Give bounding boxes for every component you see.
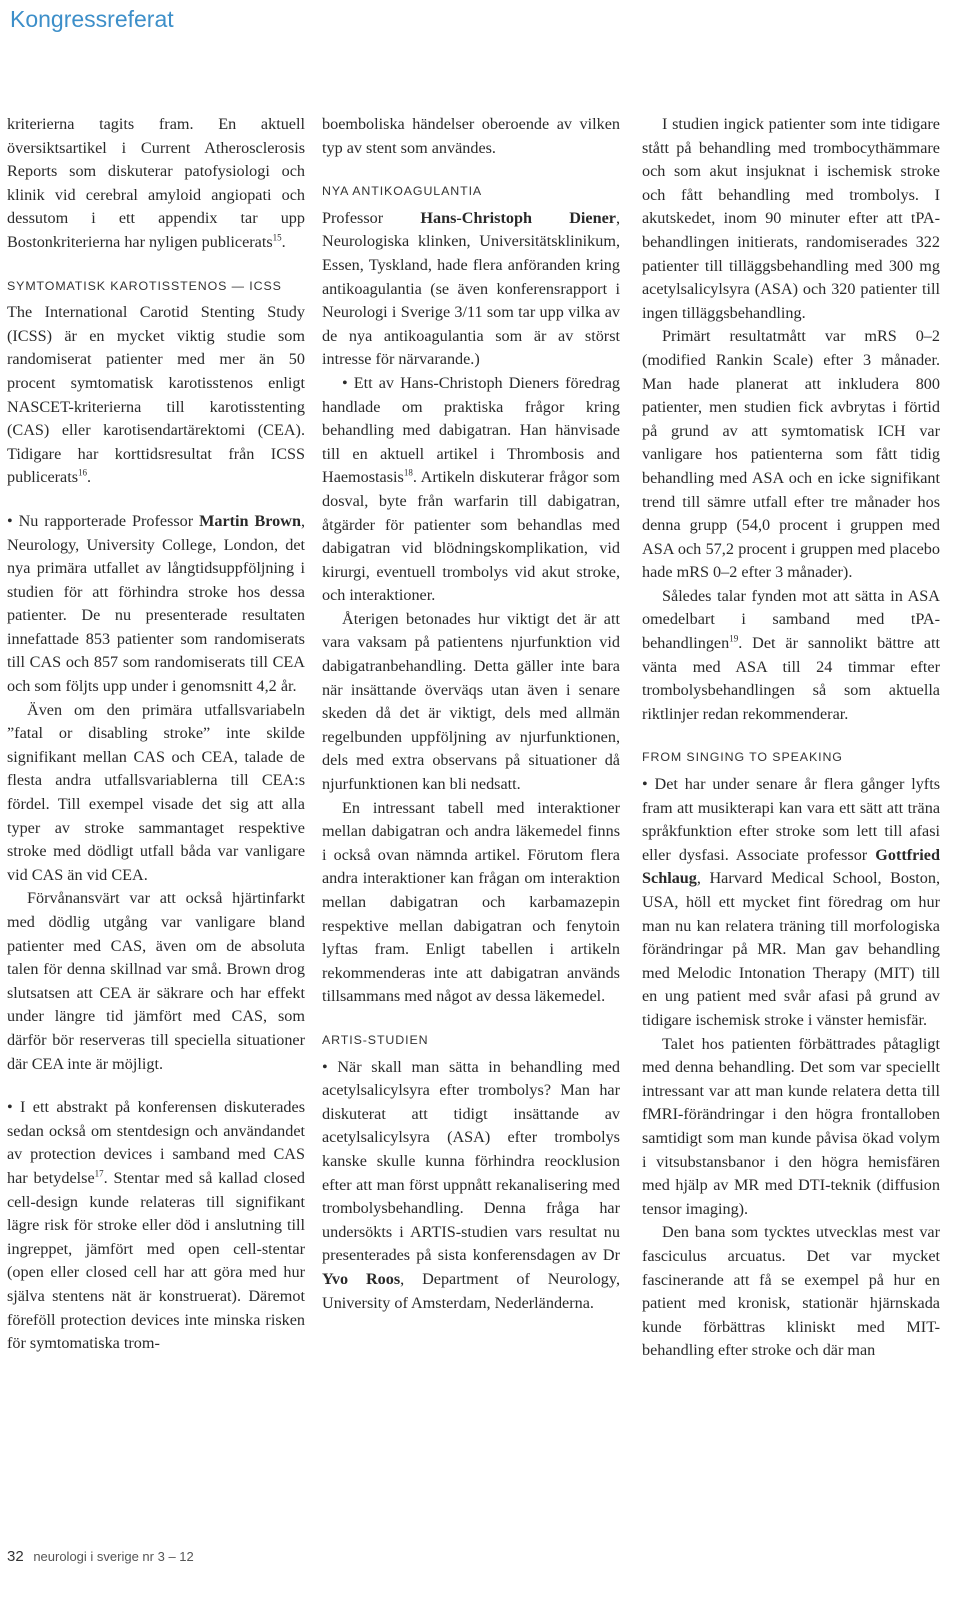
paragraph: kriterierna tagits fram. En aktuell översiktsartikel i Current Atherosclerosis Reports som diskuterar patofysiologi och klinik vid cerebral amyloid angiopati och dessutom i ett appendix tar upp Bostonkriterierna har nyligen publicerats$^{15}$. (7, 115, 305, 251)
paragraph: Den bana som tycktes utvecklas mest var fasciculus arcuatus. Det var mycket fascinerande att få se exempel på hur en patient med kronisk, stationär hjärnskada kunde förbättras kliniskt med MIT-behandling efter stroke och där man (642, 1223, 940, 1360)
reference-mark: 16 (78, 467, 88, 478)
page-footer (7, 1548, 194, 1565)
page-number: 32 (7, 1548, 24, 1565)
paragraph: Förvånansvärt var att också hjärtinfarkt med dödlig utgång var vanligare bland patienter med CAS, även om de absoluta talen för denna skillnad var små. Brown drog slutsatsen att CEA är säkrare och har effekt under längre tid jämfört med CAS, som därför bör reserveras till speciella situationer där CEA inte är möjligt. (7, 889, 305, 1073)
person-name: Martin Brown (199, 511, 301, 530)
person-name: Yvo Roos (322, 1269, 401, 1288)
paragraph: I studien ingick patienter som inte tidigare stått på behandling med trombocythämmare och som akut insjuknat i ischemisk stroke och fått behandling med trombolys. I akutskedet, inom 90 minuter efter att tPA-behandlingen initierats, randomiserades 322 patienter till tilläggsbehandling med 300 mg acetylsalicylsyra (ASA) och 320 patienter till ingen tilläggsbehandling. (642, 115, 940, 322)
publication-name: neurologi i sverige nr 3 – 12 (33, 1549, 194, 1564)
section-heading: ARTIS-STUDIEN (322, 1032, 429, 1047)
paragraph: • I ett abstrakt på konferensen diskuterades sedan också om stentdesign och användandet av protection devices i samband med CAS har betydelse$^{17}$. Stentar med så kallad closed cell-design kunde relateras till signifikant lägre risk för stroke eller död i anslutning till ingreppet, jämfört med open cell-stentar (open eller closed cell har att göra med hur själva stentens nät är konstruerat). Däremot föreföll protection devices inte minska risken för symtomatiska trom- (7, 1098, 305, 1353)
column-1 (7, 113, 305, 1356)
paragraph: boemboliska händelser oberoende av vilken typ av stent som användes. (322, 115, 620, 157)
section-label: Kongressreferat (10, 6, 174, 32)
column-2 (322, 113, 620, 1315)
paragraph: Primärt resultatmått var mRS 0–2 (modified Rankin Scale) efter 3 månader. Man hade planerat att inkludera 800 patienter, men studien fick avbrytas i förtid på grund av att symtomatisk ICH var vanligare hos patienterna som fått tidig behandling med ASA och en icke signifikant trend till sämre utfall efter tre månader hos denna grupp (54,0 procent i gruppen med ASA och 57,2 procent i gruppen med placebo hade mRS 0–2 efter 3 månader). (642, 327, 940, 582)
reference-mark: 17 (94, 1168, 104, 1179)
paragraph: Återigen betonades hur viktigt det är att vara vaksam på patientens njurfunktion vid dabigatranbehandling. Detta gäller inte bara när insättande överväqs utan även i senare skeden då det är viktigt, dels med allmän regelbunden uppföljning av njurfunktionen, dels med extra observans på situationer då njurfunktionen kan bli nedsatt. (322, 609, 620, 794)
paragraph: The International Carotid Stenting Study (ICSS) är en mycket viktig studie som randomiserat patienter med mer än 50 procent symtomatisk karotisstenos enligt NASCET-kriterierna till karotisstenting (CAS) eller karotisendartärektomi (CEA). Tidigare har korttidsresultat från ICSS publicerats$^{16}$. (7, 303, 305, 487)
paragraph: Även om den primära utfallsvariabeln ”fatal or disabling stroke” inte skilde signifikant mellan CAS och CEA, talade de flesta andra utfallsvariablerna till CEA:s fördel. Till exempel visade det sig att alla typer av stroke sammantaget respektive stroke med dödligt utfall båda var vanligare vid CAS än vid CEA. (7, 700, 305, 884)
paragraph: En intressant tabell med interaktioner mellan dabigatran och andra läkemedel finns i också ovan nämnda artikel. Förutom flera andra interaktioner kan frågan om interaktion mellan dabigatran och karbamazepin respektive mellan dabigatran och fenytoin lyftas fram. Enligt tabellen i artikeln rekommenderas inte att dabigatran används tillsammans med något av dessa läkemedel. (322, 798, 620, 1006)
section-heading: SYMTOMATISK KAROTISSTENOS — ICSS (7, 278, 282, 293)
reference-mark: 19 (729, 633, 739, 644)
paragraph: Således talar fynden mot att sätta in ASA omedelbart i samband med tPA-behandlingen$^{19}$. Det är sannolikt bättre att vänta med ASA till 24 timmar efter trombolysbehandlingen så som aktuella riktlinjer redan rekommenderar. (642, 586, 940, 723)
person-name: Gottfried Schlaug (642, 845, 940, 888)
paragraph: • Det har under senare år flera gånger lyfts fram att musikterapi kan vara ett sätt att träna språkfunktion efter stroke som lett till afasi eller dysfasi. Associate professor Gottfried Schlaug, Harvard Medical School, Boston, USA, höll ett mycket fint föredrag om hur man nu kan relatera träning till morfologiska förändringar på MR. Man gav behandling med Melodic Intonation Therapy (MIT) till en ung patient med svår afasi på grund av tidigare ischemisk stroke i vänster hemisfär. (642, 775, 940, 1029)
paragraph: • Nu rapporterade Professor Martin Brown, Neurology, University College, London, det nya primära utfallet av långtidsuppföljning i studien för att förhindra stroke hos dessa patienter. De nu presenterade resultaten innefattade 853 patienter som randomiserats till CAS och 857 som randomiserats till CEA och som följts upp under i genomsnitt 4,2 år. (7, 511, 305, 696)
column-3 (642, 113, 940, 1363)
section-heading: FROM SINGING TO SPEAKING (642, 750, 843, 765)
paragraph: Talet hos patienten förbättrades påtagligt med denna behandling. Det som var speciellt intressant var att man kunde relatera detta till fMRI-förändringar i den högra frontalloben samtidigt som man kunde påvisa ökad volym i vitsubstansbanor i den högra hemisfären med hjälp av MR med DTI-teknik (diffusion tensor imaging). (642, 1034, 940, 1218)
paragraph: • När skall man sätta in behandling med acetylsalicylsyra efter trombolys? Man har diskuterat att tidigt insättande av acetylsalicylsyra (ASA) efter trombolys kanske skulle kunna förhindra reocklusion efter att man först uppnått rekanalisering med trombolysbehandling. Denna fråga har undersökts i ARTIS-studien vars resultat nu presenterades på sista konferensdagen av Dr Yvo Roos, Department of Neurology, University of Amsterdam, Nederländerna. (322, 1057, 620, 1312)
paragraph: Professor Hans-Christoph Diener, Neurologiska klinken, Universitätsklinikum, Essen, Tyskland, hade flera anföranden kring antikoagulantia (se även konferensrapport i Neurologi i Sverige 3/11 som tar upp vilka av de nya antikoagulantia som är av störst intresse för närvarande.) (322, 208, 620, 369)
person-name: Hans-Christoph Diener (420, 208, 616, 227)
paragraph: • Ett av Hans-Christoph Dieners föredrag handlade om praktiska frågor kring behandling med dabigatran. Han hänvisade till en aktuell artikel i Thrombosis and Haemostasis$^{18}$. Artikeln diskuterar frågor som dosval, byte från warfarin till dabigatran, åtgärder för patienter som behandlas med dabigatran vid blödningskomplikation, vid kirurgi, eventuell trombolys vid akut stroke, och interaktioner. (322, 373, 620, 605)
section-heading: NYA ANTIKOAGULANTIA (322, 184, 483, 199)
reference-mark: 18 (403, 467, 413, 478)
reference-mark: 15 (272, 232, 282, 243)
